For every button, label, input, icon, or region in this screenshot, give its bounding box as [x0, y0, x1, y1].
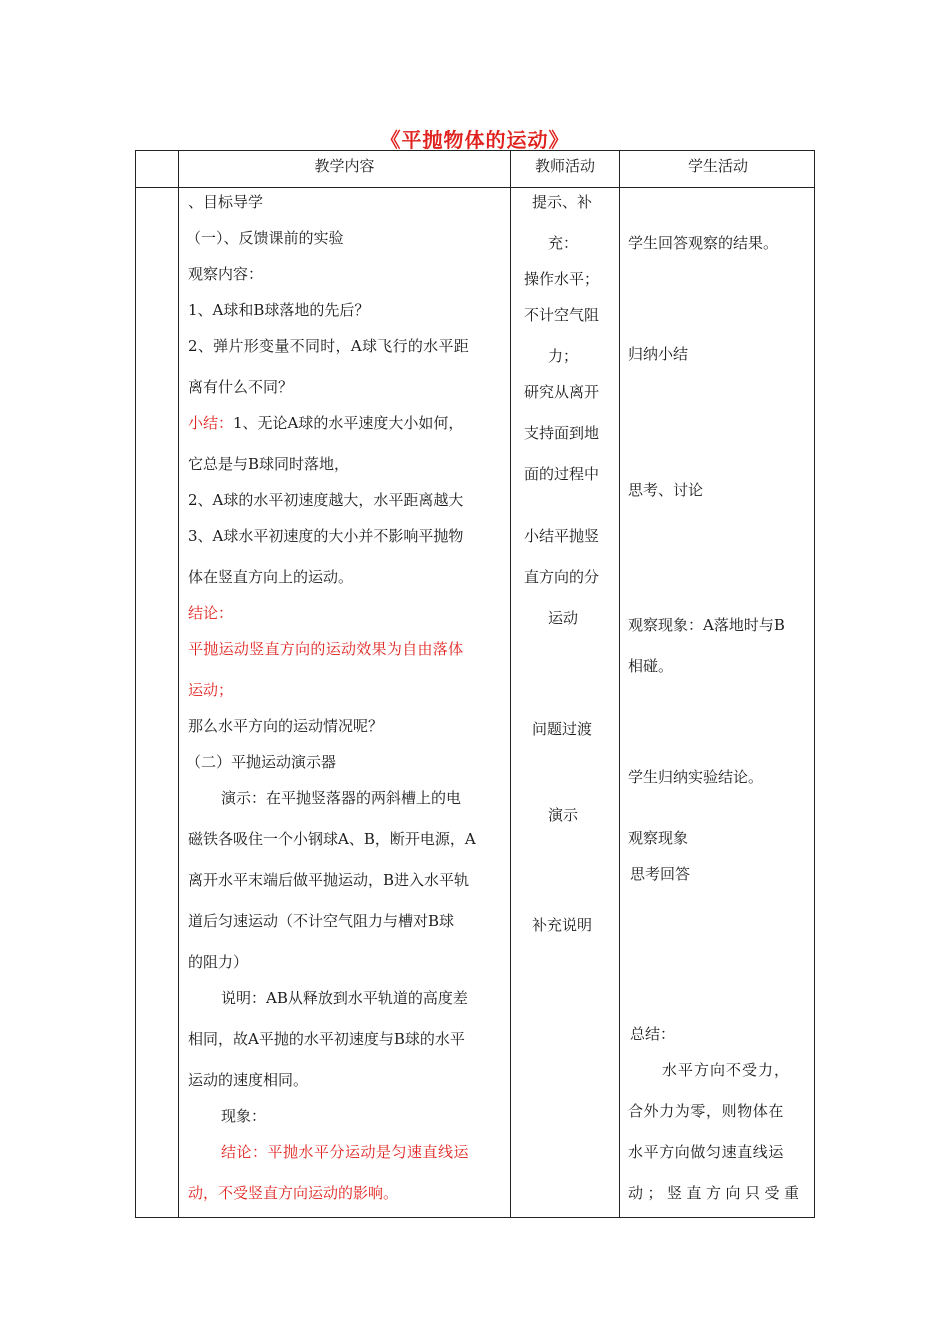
header-content: 教学内容: [314, 157, 375, 175]
student-line: 学生归纳实验结论。: [628, 768, 764, 786]
content-line: 相同，故A平抛的水平初速度与B球的水平: [188, 1030, 465, 1048]
teacher-line: 运动: [548, 609, 579, 627]
content-line: 离开水平末端后做平抛运动，B进入水平轨: [188, 871, 470, 889]
summary-label: 小结：: [188, 414, 234, 432]
teacher-line: 不计空气阻: [524, 306, 600, 324]
content-line: 磁铁各吸住一个小钢球A、B，断开电源，A: [188, 830, 476, 848]
student-line: 观察现象：A落地时与B: [628, 616, 785, 634]
student-line: 观察现象: [628, 829, 689, 847]
column-divider: [510, 151, 511, 1217]
teacher-line: 小结平抛竖: [524, 527, 600, 545]
teacher-line: 演示: [548, 806, 579, 824]
teacher-line: 面的过程中: [524, 465, 600, 483]
student-line: 相碰。: [628, 657, 674, 675]
student-line: 思考、讨论: [628, 481, 704, 499]
content-line: 现象：: [221, 1107, 267, 1125]
teacher-line: 补充说明: [532, 916, 593, 934]
conclusion-label: 结论：: [188, 604, 234, 622]
student-line: 合外力为零，则物体在: [628, 1102, 785, 1120]
content-line: 那么水平方向的运动情况呢？: [188, 717, 384, 735]
summary-text: 1、无论A球的水平速度大小如何，: [233, 414, 464, 432]
student-line: 思考回答: [630, 865, 691, 883]
content-line: [188, 413, 463, 433]
column-divider: [619, 151, 620, 1217]
teacher-line: 直方向的分: [524, 568, 600, 586]
student-line: 学生回答观察的结果。: [628, 234, 779, 252]
student-line: 总结：: [630, 1025, 676, 1043]
document-title: 《平抛物体的运动》: [380, 128, 570, 152]
content-line: 的阻力）: [188, 953, 249, 971]
teacher-line: 问题过渡: [532, 720, 593, 738]
content-line: 2、A球的水平初速度越大，水平距离越大: [188, 491, 464, 509]
teacher-line: 支持面到地: [524, 424, 600, 442]
student-line: 动；竖直方向只受重: [628, 1184, 804, 1202]
column-divider: [178, 151, 179, 1217]
content-line: 体在竖直方向上的运动。: [188, 568, 354, 586]
teacher-line: 操作水平；: [524, 270, 600, 288]
header-divider: [136, 187, 814, 188]
conclusion-text: 结论：平抛水平分运动是匀速直线运: [221, 1143, 470, 1161]
student-line: 水平方向做匀速直线运: [628, 1143, 785, 1161]
content-line: 说明：AB从释放到水平轨道的高度差: [221, 989, 468, 1007]
content-line: 它总是与B球同时落地，: [188, 455, 350, 473]
content-line: （二）平抛运动演示器: [186, 753, 337, 771]
content-line: 运动的速度相同。: [188, 1071, 309, 1089]
content-line: 1、A球和B球落地的先后？: [188, 301, 370, 319]
teacher-line: 力；: [548, 347, 579, 365]
content-line: 、目标导学: [188, 193, 264, 211]
content-line: （一）、反馈课前的实验: [186, 229, 344, 247]
content-line: 演示：在平抛竖落器的两斜槽上的电: [221, 789, 462, 807]
header-teacher: 教师活动: [534, 157, 595, 175]
student-line: 归纳小结: [628, 345, 689, 363]
conclusion-text: 动，不受竖直方向运动的影响。: [188, 1184, 399, 1202]
teacher-line: 研究从离开: [524, 383, 600, 401]
content-line: 观察内容：: [188, 265, 264, 283]
teacher-line: 提示、补: [532, 193, 593, 211]
content-line: 2、弹片形变量不同时，A球飞行的水平距: [188, 337, 470, 355]
conclusion-text: 平抛运动竖直方向的运动效果为自由落体: [188, 640, 464, 658]
teacher-line: 充：: [548, 234, 579, 252]
content-line: 3、A球水平初速度的大小并不影响平抛物: [188, 527, 464, 545]
student-line: 水平方向不受力，: [662, 1061, 791, 1079]
conclusion-text: 运动；: [188, 681, 234, 699]
content-line: 道后匀速运动（不计空气阻力与槽对B球: [188, 912, 455, 930]
header-student: 学生活动: [687, 157, 748, 175]
content-line: 离有什么不同？: [188, 378, 294, 396]
